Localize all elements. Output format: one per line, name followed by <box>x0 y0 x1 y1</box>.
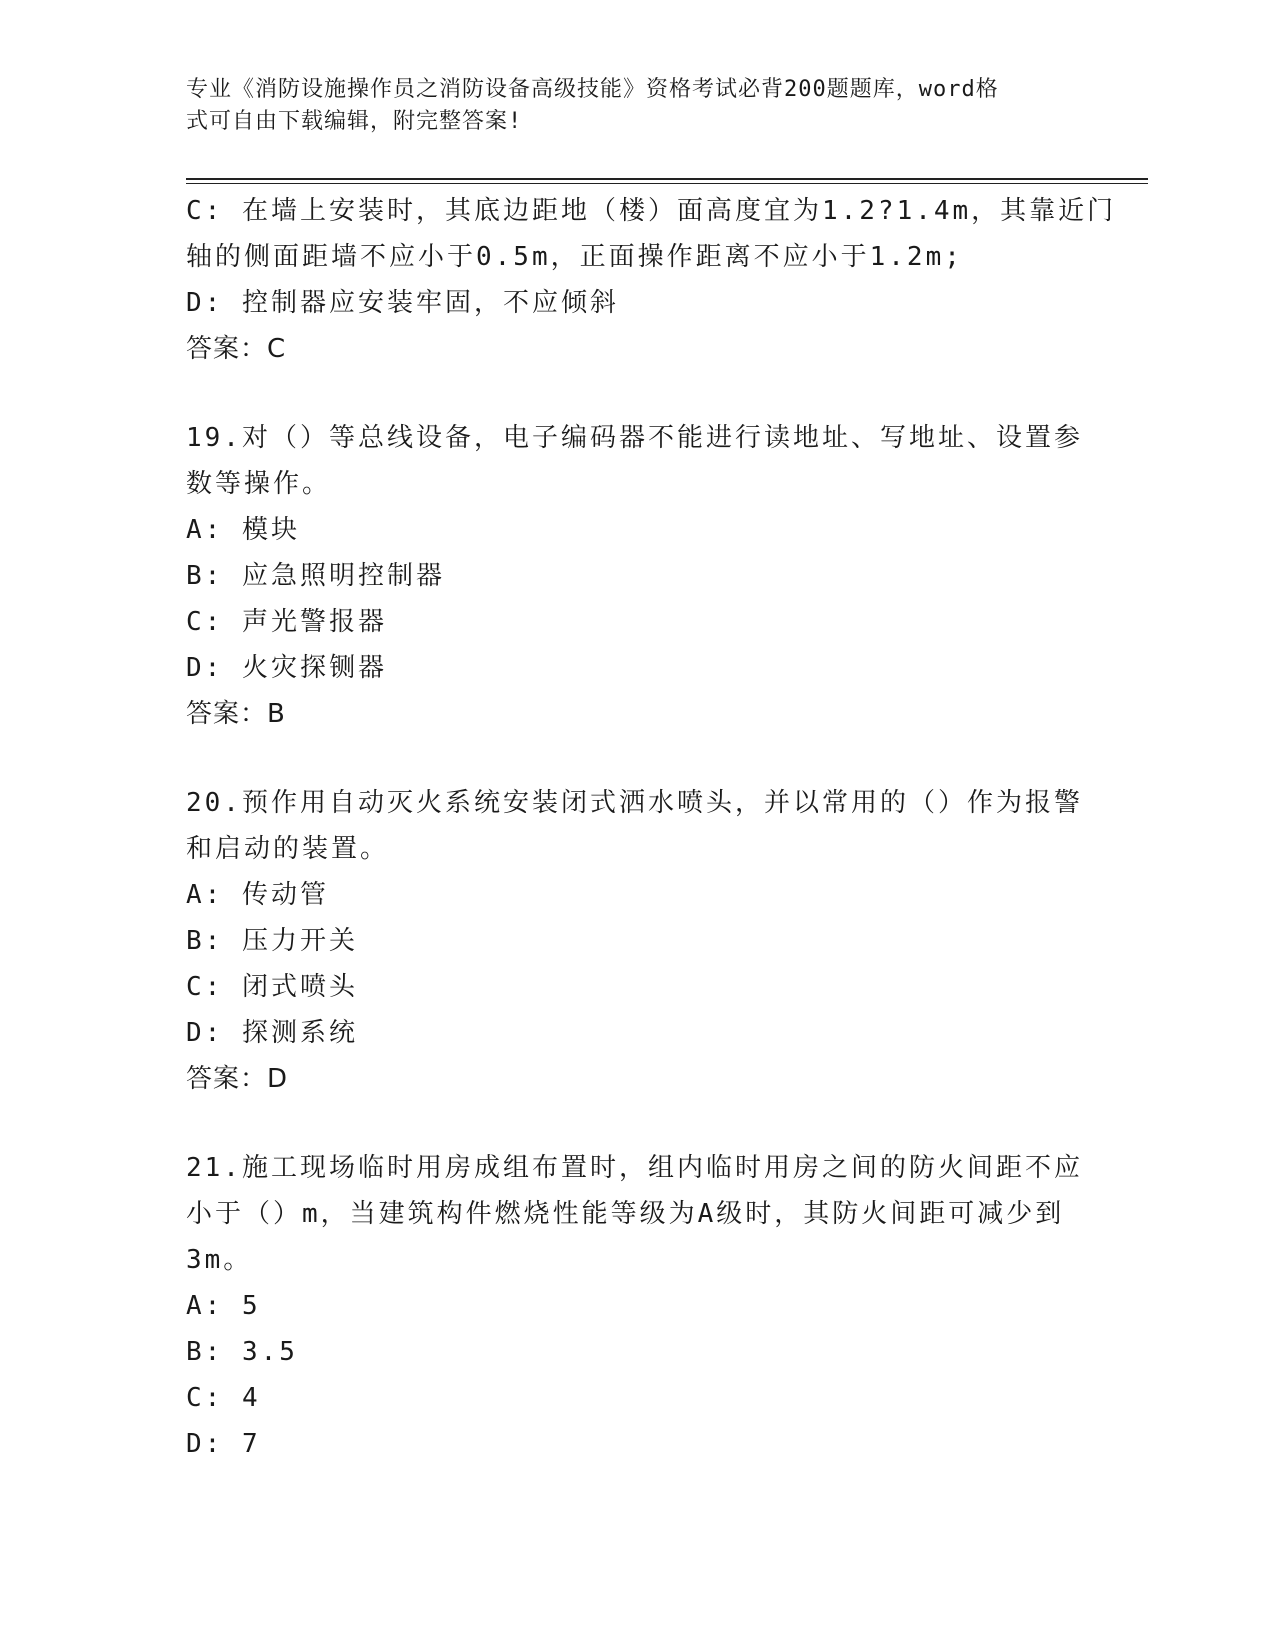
answer: 答案：D <box>186 1064 289 1094</box>
option-b: B: 3.5 <box>186 1337 298 1367</box>
header-line-1: 专业《消防设施操作员之消防设备高级技能》资格考试必背200题题库，word格 <box>186 77 999 102</box>
question-20 <box>186 780 1086 1102</box>
answer: 答案：C <box>186 334 287 364</box>
question-stem-line-1: 20.预作用自动灭火系统安装闭式洒水喷头，并以常用的（）作为报警 <box>186 788 1083 818</box>
question-list <box>186 188 1117 1467</box>
answer: 答案：B <box>186 699 286 729</box>
question-19 <box>186 415 1086 737</box>
header-line-2: 式可自由下载编辑，附完整答案! <box>186 109 523 134</box>
header-rule-thick <box>186 178 1148 180</box>
option-c: C: 4 <box>186 1383 261 1413</box>
option-a: A: 模块 <box>186 515 300 545</box>
option-d: D: 火灾探铡器 <box>186 653 387 683</box>
question-stem-line-2: 和启动的装置。 <box>186 834 390 864</box>
question-stem-line-1: 21.施工现场临时用房成组布置时，组内临时用房之间的防火间距不应 <box>186 1153 1083 1183</box>
question-stem-line-3: 3m。 <box>186 1245 253 1275</box>
question-spacer <box>186 737 1086 780</box>
question-stem-line-2: 小于（）m，当建筑构件燃烧性能等级为A级时，其防火间距可减少到 <box>186 1199 1065 1229</box>
option-c-line-1: C: 在墙上安装时，其底边距地（楼）面高度宜为1.2?1.4m，其靠近门 <box>186 196 1117 226</box>
question-18-tail <box>186 188 1117 372</box>
option-b: B: 应急照明控制器 <box>186 561 445 591</box>
question-stem-line-1: 19.对（）等总线设备，电子编码器不能进行读地址、写地址、设置参 <box>186 423 1083 453</box>
option-c-line-2: 轴的侧面距墙不应小于0.5m，正面操作距离不应小于1.2m; <box>186 242 963 272</box>
document-header <box>186 74 1066 138</box>
option-a: A: 传动管 <box>186 880 329 910</box>
option-c: C: 闭式喷头 <box>186 972 358 1002</box>
question-21 <box>186 1145 1086 1467</box>
header-rule-thin <box>186 183 1148 184</box>
question-spacer <box>186 372 1086 415</box>
option-d: D: 控制器应安装牢固，不应倾斜 <box>186 288 619 318</box>
option-c: C: 声光警报器 <box>186 607 387 637</box>
question-spacer <box>186 1102 1086 1145</box>
option-a: A: 5 <box>186 1291 261 1321</box>
question-stem-line-2: 数等操作。 <box>186 469 332 499</box>
option-d: D: 7 <box>186 1429 261 1459</box>
option-d: D: 探测系统 <box>186 1018 358 1048</box>
option-b: B: 压力开关 <box>186 926 358 956</box>
